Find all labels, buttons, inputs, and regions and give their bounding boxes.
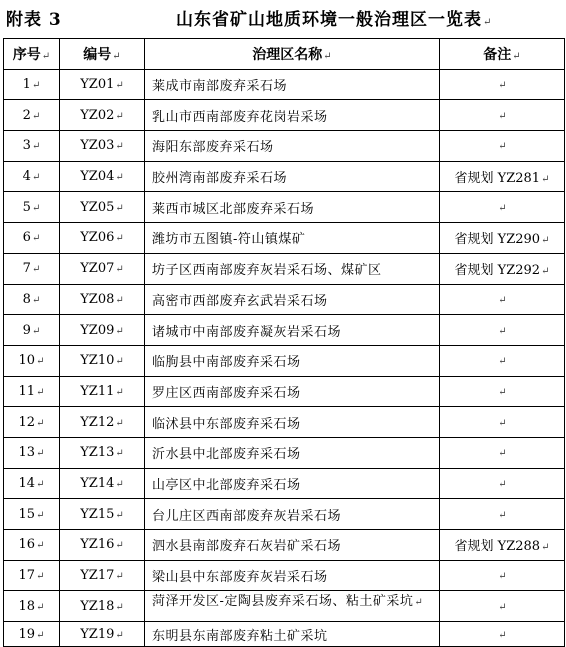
table-row [4, 284, 565, 315]
paragraph-mark-icon: ↵ [483, 17, 493, 28]
table-row [4, 468, 565, 499]
row-note-cell [440, 407, 565, 438]
paragraph-mark-icon: ↵ [31, 233, 41, 245]
row-code-cell: YZ17↵ [60, 560, 145, 591]
row-seq-cell: 13↵ [4, 437, 60, 468]
paragraph-mark-icon: ↵ [115, 202, 124, 214]
paragraph-mark-icon: ↵ [115, 509, 124, 521]
paragraph-mark-icon: ↵ [115, 264, 124, 276]
row-note-cell [440, 192, 565, 223]
row-seq-cell: 6↵ [4, 223, 60, 254]
row-note-cell [440, 437, 565, 468]
row-code-cell: YZ10↵ [60, 345, 145, 376]
paragraph-mark-icon: ↵ [31, 264, 41, 276]
table-row [4, 161, 565, 192]
row-seq-cell: 19↵ [4, 622, 60, 647]
paragraph-mark-icon: ↵ [31, 325, 41, 337]
paragraph-mark-icon: ↵ [31, 110, 41, 122]
row-name-cell: 莱成市南部废弃采石场 [145, 69, 440, 100]
row-code-cell: YZ16↵ [60, 530, 145, 561]
table-header-row [4, 39, 565, 70]
row-code-cell: YZ08↵ [60, 284, 145, 315]
row-name-cell: 沂水县中北部废弃采石场 [145, 437, 440, 468]
paragraph-mark-icon: ↵ [498, 478, 507, 490]
row-note-cell: 省规划 YZ288↵ [440, 530, 565, 561]
table-row [4, 499, 565, 530]
row-note-cell: 省规划 YZ292↵ [440, 253, 565, 284]
paragraph-mark-icon: ↵ [498, 325, 507, 337]
table-row [4, 591, 565, 622]
table-row [4, 560, 565, 591]
row-code-cell: YZ07↵ [60, 253, 145, 284]
row-code-cell: YZ15↵ [60, 499, 145, 530]
row-name-cell: 诸城市中南部废弃凝灰岩采石场 [145, 315, 440, 346]
row-name-cell: 临朐县中南部废弃采石场 [145, 345, 440, 376]
row-note-cell [440, 315, 565, 346]
paragraph-mark-icon: ↵ [498, 509, 507, 521]
paragraph-mark-icon: ↵ [36, 478, 45, 490]
paragraph-mark-icon: ↵ [498, 356, 507, 368]
paragraph-mark-icon: ↵ [115, 110, 124, 122]
row-code-cell: YZ03↵ [60, 131, 145, 162]
row-code-cell: YZ18↵ [60, 591, 145, 622]
table-row [4, 376, 565, 407]
row-name-cell: 高密市西部废弃玄武岩采石场 [145, 284, 440, 315]
paragraph-mark-icon: ↵ [498, 629, 507, 641]
table-row [4, 131, 565, 162]
row-note-cell [440, 468, 565, 499]
row-name-cell: 梁山县中东部废弃灰岩采石场 [145, 560, 440, 591]
row-code-cell: YZ19↵ [60, 622, 145, 647]
row-name-cell: 坊子区西南部废弃灰岩采石场、煤矿区 [145, 253, 440, 284]
row-code-cell: YZ13↵ [60, 437, 145, 468]
row-note-cell [440, 499, 565, 530]
row-code-cell: YZ09↵ [60, 315, 145, 346]
row-name-cell: 山亭区中北部废弃采石场 [145, 468, 440, 499]
row-note-cell [440, 591, 565, 622]
row-name-cell: 泗水县南部废弃石灰岩矿采石场 [145, 530, 440, 561]
paragraph-mark-icon: ↵ [31, 294, 41, 306]
paragraph-mark-icon: ↵ [498, 386, 507, 398]
row-note-cell [440, 69, 565, 100]
row-name-cell: 东明县东南部废弃粘土矿采坑 [145, 622, 440, 647]
row-name-cell: 乳山市西南部废弃花岗岩采场 [145, 100, 440, 131]
row-seq-cell: 8↵ [4, 284, 60, 315]
paragraph-mark-icon: ↵ [31, 141, 41, 153]
paragraph-mark-icon: ↵ [115, 417, 124, 429]
paragraph-mark-icon: ↵ [541, 235, 550, 247]
row-name-cell: 莱西市城区北部废弃采石场 [145, 192, 440, 223]
paragraph-mark-icon: ↵ [115, 325, 124, 337]
row-seq-cell: 2↵ [4, 100, 60, 131]
column-header-seq: 序号↵ [4, 39, 60, 70]
title-bar [0, 0, 566, 38]
paragraph-mark-icon: ↵ [498, 448, 507, 460]
row-name-cell: 菏泽开发区-定陶县废弃采石场、粘土矿采坑↵ [145, 591, 440, 622]
paragraph-mark-icon: ↵ [36, 417, 45, 429]
row-seq-cell: 11↵ [4, 376, 60, 407]
row-seq-cell: 5↵ [4, 192, 60, 223]
table-row [4, 437, 565, 468]
row-note-cell [440, 376, 565, 407]
table-row [4, 69, 565, 100]
paragraph-mark-icon: ↵ [31, 172, 41, 184]
row-note-cell [440, 622, 565, 647]
row-name-cell: 临沭县中东部废弃采石场 [145, 407, 440, 438]
paragraph-mark-icon: ↵ [498, 294, 507, 306]
row-code-cell: YZ11↵ [60, 376, 145, 407]
paragraph-mark-icon: ↵ [541, 174, 550, 186]
row-seq-cell: 7↵ [4, 253, 60, 284]
row-seq-cell: 9↵ [4, 315, 60, 346]
row-note-cell [440, 284, 565, 315]
row-seq-cell: 18↵ [4, 591, 60, 622]
row-code-cell: YZ01↵ [60, 69, 145, 100]
table-row [4, 192, 565, 223]
row-seq-cell: 4↵ [4, 161, 60, 192]
paragraph-mark-icon: ↵ [36, 448, 45, 460]
row-seq-cell: 17↵ [4, 560, 60, 591]
paragraph-mark-icon: ↵ [115, 540, 124, 552]
paragraph-mark-icon: ↵ [115, 294, 124, 306]
paragraph-mark-icon: ↵ [36, 629, 45, 641]
paragraph-mark-icon: ↵ [498, 417, 507, 429]
column-header-name: 治理区名称↵ [145, 39, 440, 70]
table-row [4, 315, 565, 346]
paragraph-mark-icon: ↵ [498, 110, 507, 122]
paragraph-mark-icon: ↵ [115, 172, 124, 184]
row-note-cell [440, 100, 565, 131]
column-header-note: 备注↵ [440, 39, 565, 70]
paragraph-mark-icon: ↵ [115, 571, 124, 583]
row-code-cell: YZ04↵ [60, 161, 145, 192]
table-row [4, 223, 565, 254]
row-name-cell: 罗庄区西南部废弃采石场 [145, 376, 440, 407]
governance-zone-table [3, 38, 565, 647]
row-seq-cell: 16↵ [4, 530, 60, 561]
paragraph-mark-icon: ↵ [498, 601, 507, 613]
paragraph-mark-icon: ↵ [115, 478, 124, 490]
paragraph-mark-icon: ↵ [414, 597, 424, 609]
table-row [4, 407, 565, 438]
paragraph-mark-icon: ↵ [36, 540, 45, 552]
row-seq-cell: 1↵ [4, 69, 60, 100]
row-name-cell: 胶州湾南部废弃采石场 [145, 161, 440, 192]
paragraph-mark-icon: ↵ [36, 509, 45, 521]
row-name-cell: 潍坊市五图镇-符山镇煤矿 [145, 223, 440, 254]
row-code-cell: YZ02↵ [60, 100, 145, 131]
paragraph-mark-icon: ↵ [115, 601, 124, 613]
paragraph-mark-icon: ↵ [115, 233, 124, 245]
paragraph-mark-icon: ↵ [36, 601, 45, 613]
paragraph-mark-icon: ↵ [115, 386, 124, 398]
row-note-cell [440, 560, 565, 591]
table-row [4, 530, 565, 561]
row-code-cell: YZ14↵ [60, 468, 145, 499]
row-seq-cell: 12↵ [4, 407, 60, 438]
row-seq-cell: 10↵ [4, 345, 60, 376]
row-seq-cell: 15↵ [4, 499, 60, 530]
paragraph-mark-icon: ↵ [115, 629, 124, 641]
paragraph-mark-icon: ↵ [498, 202, 507, 214]
row-code-cell: YZ12↵ [60, 407, 145, 438]
row-name-cell: 台儿庄区西南部废弃灰岩采石场 [145, 499, 440, 530]
table-row [4, 622, 565, 647]
row-seq-cell: 14↵ [4, 468, 60, 499]
paragraph-mark-icon: ↵ [36, 571, 45, 583]
paragraph-mark-icon: ↵ [498, 141, 507, 153]
paragraph-mark-icon: ↵ [498, 80, 507, 92]
paragraph-mark-icon: ↵ [115, 356, 124, 368]
paragraph-mark-icon: ↵ [541, 542, 550, 554]
paragraph-mark-icon: ↵ [36, 356, 45, 368]
column-header-code: 编号↵ [60, 39, 145, 70]
table-row [4, 253, 565, 284]
document-title-text: 山东省矿山地质环境一般治理区一览表 [176, 10, 482, 30]
row-note-cell: 省规划 YZ290↵ [440, 223, 565, 254]
paragraph-mark-icon: ↵ [541, 266, 550, 278]
paragraph-mark-icon: ↵ [31, 80, 41, 92]
row-note-cell [440, 131, 565, 162]
paragraph-mark-icon: ↵ [31, 202, 41, 214]
paragraph-mark-icon: ↵ [36, 386, 45, 398]
paragraph-mark-icon: ↵ [115, 141, 124, 153]
row-note-cell [440, 345, 565, 376]
row-code-cell: YZ05↵ [60, 192, 145, 223]
row-seq-cell: 3↵ [4, 131, 60, 162]
table-row [4, 345, 565, 376]
appendix-label: 附表 3 [6, 10, 62, 30]
row-note-cell: 省规划 YZ281↵ [440, 161, 565, 192]
paragraph-mark-icon: ↵ [115, 448, 124, 460]
row-name-cell: 海阳东部废弃采石场 [145, 131, 440, 162]
table-row [4, 100, 565, 131]
paragraph-mark-icon: ↵ [115, 80, 124, 92]
document-title [176, 5, 492, 30]
row-code-cell: YZ06↵ [60, 223, 145, 254]
paragraph-mark-icon: ↵ [498, 571, 507, 583]
